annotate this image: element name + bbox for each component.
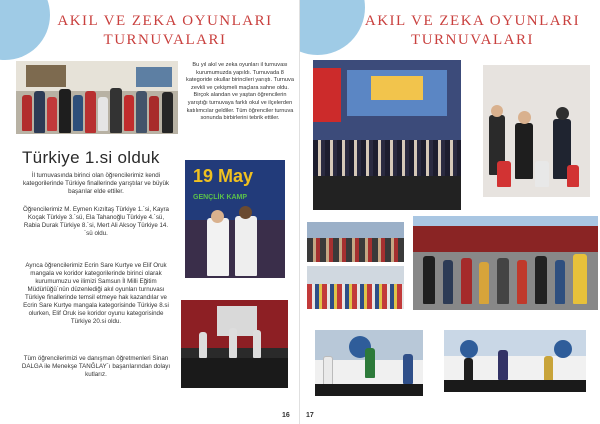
banner-subtext: GENÇLİK KAMP [193, 194, 248, 201]
intro-text: Bu yıl akıl ve zeka oyunları il turnuvası kurumumuzda yapıldı. Turnuvada 8 kategoride okullar birincileri yarıştı. Turnuva zevkli ve çekişmeli maçlara sahne oldu. Birçok alandan ve yaştan öğrencilerin yarıştığı turnuvaya farklı okul ve ilçelerden katılımcılar geldiler. Tüm öğrenciler turnuva sonunda birbirlerini tebrik ettiler. [186, 62, 294, 122]
title-line-2: TURNUVALARI [103, 32, 227, 48]
banner-text: 19 May [193, 166, 254, 186]
page-number-right: 17 [306, 412, 314, 419]
teachers-photo [483, 65, 590, 197]
section-heading: Türkiye 1.si olduk [22, 148, 160, 167]
outdoor-school-photo [413, 216, 598, 310]
title-line-1: AKIL VE ZEKA OYUNLARI [57, 13, 273, 29]
right-page-title [345, 12, 600, 50]
page-number-left: 16 [282, 412, 290, 419]
paragraph-mangala: Ayrıca öğrencilerimiz Ecrin Sare Kurtye ve Elif Oruk mangala ve koridor kategorilerinde birinci olarak kurumumuzu ve ilimizi Samsun İl Milli Eğitim Müdürlüğü´nün düzenlediği akıl oyunları turnuvası Türkiye finallerinde temsil etmeye hak kazandılar ve Ecrin Sare Kurtye mangala kategorisinde Türkiye 8.si olurken, Elif Oruk ise koridor oyunu kategorisinde Türkiye 20.si oldu. [23, 262, 169, 325]
title-line-2: TURNUVALARI [411, 32, 534, 48]
stage-group-photo [313, 60, 461, 210]
podium-photo-2 [444, 330, 586, 392]
photo-19-mayis [185, 160, 285, 278]
title-line-1: AKIL VE ZEKA OYUNLARI [364, 13, 581, 29]
stage-photo [181, 300, 288, 388]
audience-photo [307, 222, 404, 262]
group-photo [16, 61, 178, 134]
paragraph-congrats: Tüm öğrencilerimizi ve danışman öğretmenleri Sinan DALGA ile Menekşe TANĞLAY´ı başarılarından dolayı kutlarız. [21, 355, 171, 378]
paragraph-finals: İl turnuvasında birinci olan öğrencilerimiz kendi kategorilerinde Türkiye finallerinde yarıştılar ve büyük başarılar elde ettiler. [22, 172, 170, 195]
paragraph-rankings: Öğrencilerimiz M. Eymen Kızıltaş Türkiye 1.´si, Kayra Koçak Türkiye 3.´sü, Ela Tahanoğlu Türkiye 4.´sü, Rabia Durak Türkiye 8.´si, Mert Ali Aksoy Türkiye 14.´sü oldu. [22, 206, 170, 237]
podium-photo-1 [315, 330, 423, 396]
left-page-title [40, 12, 290, 50]
right-page [300, 0, 600, 424]
students-group-photo [307, 266, 404, 309]
